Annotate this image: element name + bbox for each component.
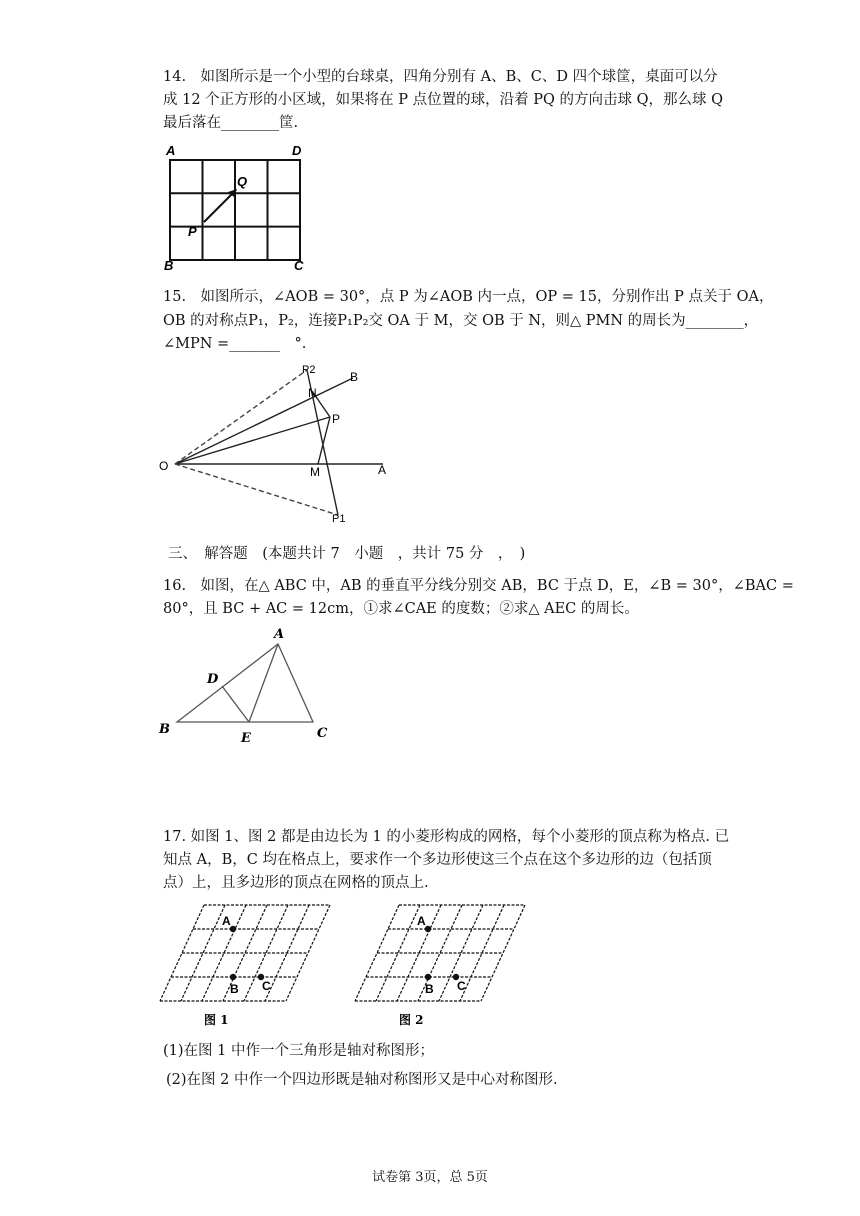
q17-sub-question-2: (2)在图 2 中作一个四边形既是轴对称图形又是中心对称图形. bbox=[166, 1072, 558, 1088]
q16-line-2: 80°，且 BC + AC = 12cm，①求∠CAE 的度数；②求△ AEC 的周长。 bbox=[163, 601, 639, 617]
q14-line-3: 最后落在________筐. bbox=[163, 115, 299, 131]
q15-label-a: A bbox=[378, 463, 387, 477]
q14-label-q: Q bbox=[237, 174, 248, 189]
section-header: 三、 解答题 (本题共计 7 小题 ，共计 75 分 ， ) bbox=[168, 546, 526, 562]
q17-fig2-caption: 图 2 bbox=[399, 1013, 424, 1027]
q16-label-c: C bbox=[317, 726, 328, 741]
q16-line-1: 16. 如图，在△ ABC 中，AB 的垂直平分线分别交 AB，BC 于点 D，E，∠B = 30°，∠BAC = bbox=[163, 578, 794, 594]
q14-label-c: C bbox=[294, 258, 304, 273]
q14-label-d: D bbox=[292, 143, 302, 158]
q15-label-m: M bbox=[310, 465, 320, 479]
q17-line-2: 知点 A，B，C 均在格点上，要求作一个多边形使这三个点在这个多边形的边（包括顶 bbox=[163, 852, 712, 868]
page-footer: 试卷第 3页，总 5页 bbox=[372, 1170, 488, 1185]
q17-fig1-label-c: C bbox=[262, 979, 271, 993]
q17-fig1-label-b: B bbox=[230, 982, 239, 996]
q17-line-1: 17. 如图 1、图 2 都是由边长为 1 的小菱形构成的网格，每个小菱形的顶点称为格点. 已 bbox=[163, 829, 730, 845]
q17-fig2-label-b: B bbox=[425, 982, 434, 996]
q15-line-1: 15. 如图所示，∠AOB = 30°，点 P 为∠AOB 内一点，OP = 15，分别作出 P 点关于 OA， bbox=[163, 289, 774, 305]
q16-label-e: E bbox=[241, 731, 251, 746]
q17-fig2-label-a: A bbox=[417, 914, 426, 928]
q14-line-1: 14. 如图所示是一个小型的台球桌，四角分别有 A、B、C、D 四个球筐，桌面可以分 bbox=[163, 69, 718, 85]
q15-line-3: ∠MPN =_______ °. bbox=[163, 336, 307, 352]
q15-label-o: O bbox=[159, 459, 169, 473]
q15-label-n: N bbox=[308, 386, 317, 400]
q17-fig2-label-c: C bbox=[457, 979, 466, 993]
q15-label-p: P bbox=[332, 412, 341, 426]
q17-fig1-label-a: A bbox=[222, 914, 231, 928]
q15-angle-figure bbox=[155, 360, 405, 530]
q15-label-p2: P2 bbox=[302, 364, 316, 376]
q17-line-3: 点）上，且多边形的顶点在网格的顶点上. bbox=[163, 875, 429, 891]
q14-label-b: B bbox=[164, 258, 174, 273]
q14-billiard-figure bbox=[160, 140, 320, 275]
q16-label-a: A bbox=[274, 627, 285, 642]
q16-triangle-figure bbox=[155, 625, 335, 750]
q17-sub-question-1: (1)在图 1 中作一个三角形是轴对称图形； bbox=[163, 1043, 434, 1059]
q15-line-2: OB 的对称点P₁，P₂，连接P₁P₂交 OA 于 M，交 OB 于 N，则△ PMN 的周长为________， bbox=[163, 313, 759, 329]
q15-label-p1: P1 bbox=[332, 513, 346, 525]
q15-label-b: B bbox=[350, 370, 359, 384]
q14-line-2: 成 12 个正方形的小区域，如果将在 P 点位置的球，沿着 PQ 的方向击球 Q，那么球 Q bbox=[163, 92, 723, 108]
q17-grid-figure-1 bbox=[160, 900, 340, 1030]
q16-label-d: D bbox=[207, 672, 219, 687]
q16-label-b: B bbox=[159, 722, 170, 737]
q17-grid-figure-2 bbox=[355, 900, 535, 1030]
q14-label-p: P bbox=[188, 224, 197, 239]
q14-label-a: A bbox=[166, 143, 176, 158]
q17-fig1-caption: 图 1 bbox=[204, 1013, 229, 1027]
